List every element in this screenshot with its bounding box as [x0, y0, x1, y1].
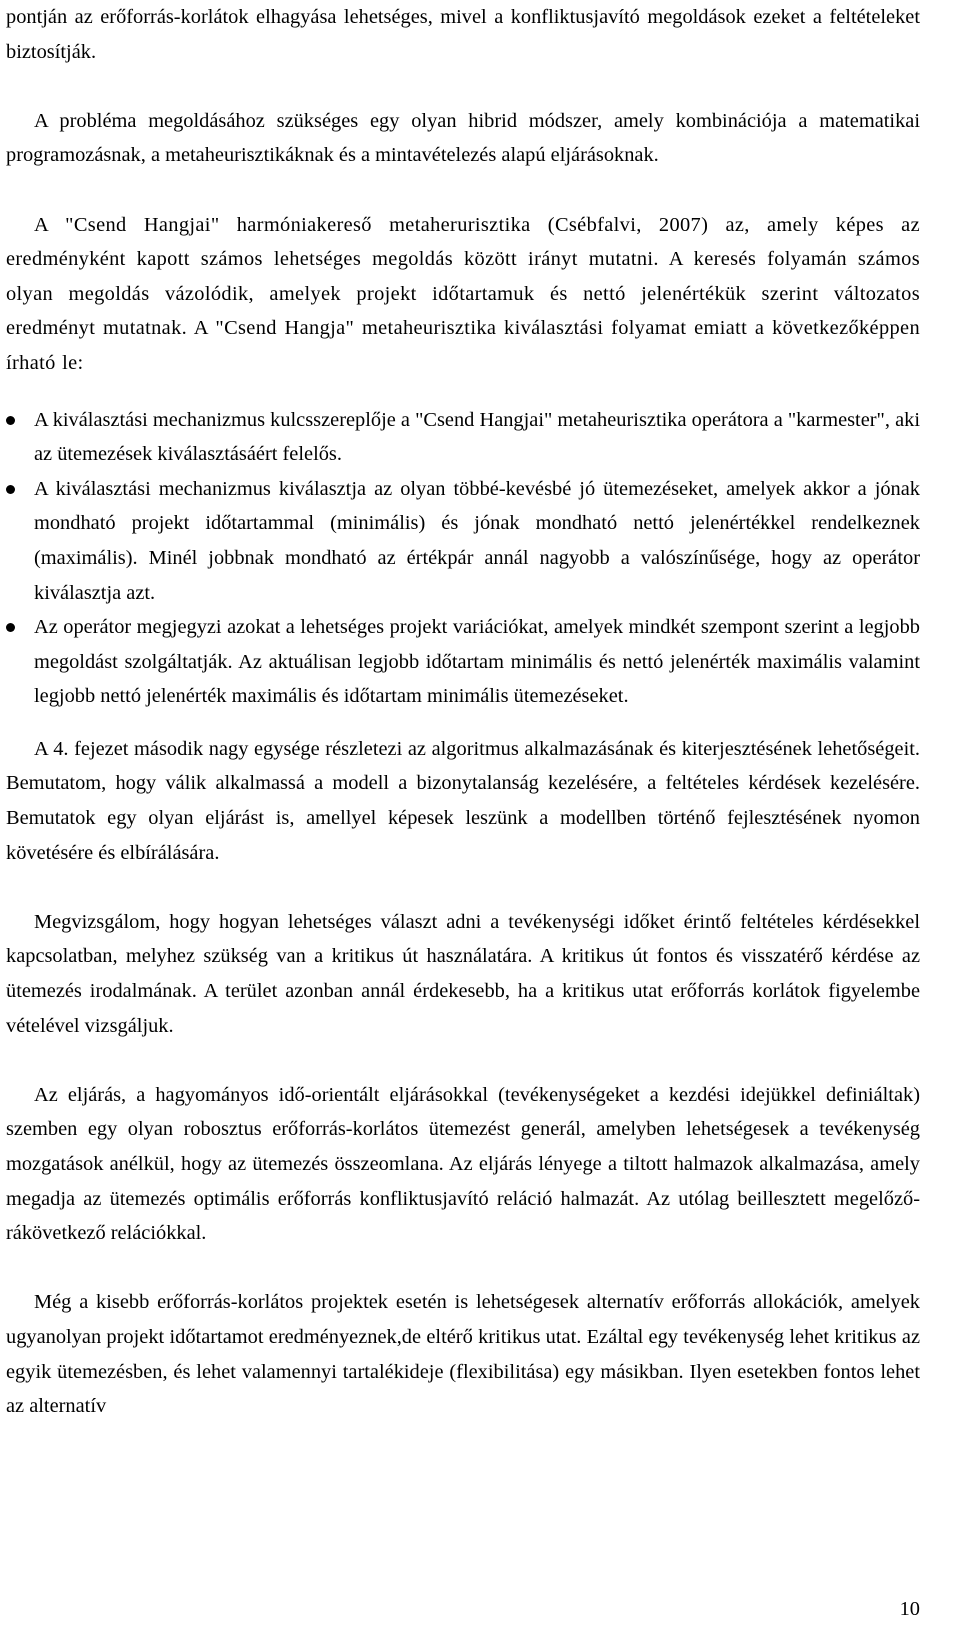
paragraph-chapter-4: A 4. fejezet második nagy egysége részletezi az algoritmus alkalmazásának és kiterjesztésének lehetőségeit. Bemutatom, hogy válik alkalmassá a modell a bizonytalanság kezelésére, a feltételes kérdések kezelésére. Bemutatok egy olyan eljárást is, amellyel képesek leszünk a modellben történő fejlesztésének nyomon követésére és elbírálására.: [6, 737, 920, 864]
list-item-text: A kiválasztási mechanizmus kiválasztja az olyan többé-kevésbé jó ütemezéseket, amelyek akkor a jónak mondható projekt időtartammal (minimális) és jónak mondható nettó jelenértékkel rendelkeznek (maximális). Minél jobbnak mondható az értékpár annál nagyobb a valószínűsége, hogy az operátor kiválasztja azt.: [34, 477, 920, 604]
document-page: [6, 0, 920, 1424]
paragraph-hybrid-method: A probléma megoldásához szükséges egy olyan hibrid módszer, amely kombinációja a matematikai programozásnak, a metaheurisztikáknak és a mintavételezés alapú eljárásoknak.: [6, 109, 920, 167]
paragraph-intro: pontján az erőforrás-korlátok elhagyása lehetséges, mivel a konfliktusjavító megoldások ezeket a feltételeket biztosítják.: [6, 6, 920, 63]
bullet-icon: [6, 485, 15, 494]
list-item: [6, 472, 920, 610]
list-item: [6, 610, 920, 714]
bullet-icon: [6, 416, 15, 425]
paragraph-alternative-allocations: Még a kisebb erőforrás-korlátos projektek esetén is lehetségesek alternatív erőforrás allokációk, amelyek ugyanolyan projekt időtartamot eredményeznek,de eltérő kritikus utat. Ezáltal egy tevékenység lehet kritikus az egyik ütemezésben, és lehet valamennyi tartalékideje (flexibilitása) egy másikban. Ilyen esetekben fontos lehet az alternatív: [6, 1291, 920, 1418]
paragraph-procedure: Az eljárás, a hagyományos idő-orientált eljárásokkal (tevékenységeket a kezdési idejükkel definiáltak) szemben egy olyan robosztus erőforrás-korlátos ütemezést generál, amelyben lehetségesek a tevékenység mozgatások anélkül, hogy az ütemezés összeomlana. Az eljárás lényege a tiltott halmazok alkalmazása, amely megadja az ütemezés optimális erőforrás konfliktusjavító reláció halmazát. Az utólag beillesztett megelőző-rákövetkező relációkkal.: [6, 1083, 920, 1245]
bullet-icon: [6, 623, 15, 632]
list-item-text: Az operátor megjegyzi azokat a lehetséges projekt variációkat, amelyek mindkét szempont szerint a legjobb megoldást szolgáltatják. Az aktuálisan legjobb időtartam minimális és nettó jelenérték maximális valamint legjobb nettó jelenérték maximális és időtartam minimális ütemezéseket.: [34, 616, 920, 708]
list-item: [6, 403, 920, 472]
paragraph-critical-path: Megvizsgálom, hogy hogyan lehetséges választ adni a tevékenységi időket érintő feltételes kérdésekkel kapcsolatban, melyhez szükség van a kritikus út használatára. A kritikus út fontos és visszatérő kérdése az ütemezés irodalmának. A terület azonban annál érdekesebb, ha a kritikus utat erőforrás korlátok figyelembe vételével vizsgáljuk.: [6, 910, 920, 1037]
paragraph-csend-hangjai: A "Csend Hangjai" harmóniakereső metaherurisztika (Csébfalvi, 2007) az, amely képes az eredményként kapott számos lehetséges megoldás között irányt mutatni. A keresés folyamán számos olyan megoldás vázolódik, amelyek projekt időtartamuk és nettó jelenértékük szerint változatos eredményt mutatnak. A "Csend Hangja" metaheurisztika kiválasztási folyamat emiatt a következőképpen írható le:: [6, 213, 920, 374]
bullet-list: [6, 403, 920, 714]
page-number: 10: [899, 1598, 920, 1620]
list-item-text: A kiválasztási mechanizmus kulcsszereplője a "Csend Hangjai" metaheurisztika operátora a "karmester", aki az ütemezések kiválasztásáért felelős.: [34, 408, 920, 466]
